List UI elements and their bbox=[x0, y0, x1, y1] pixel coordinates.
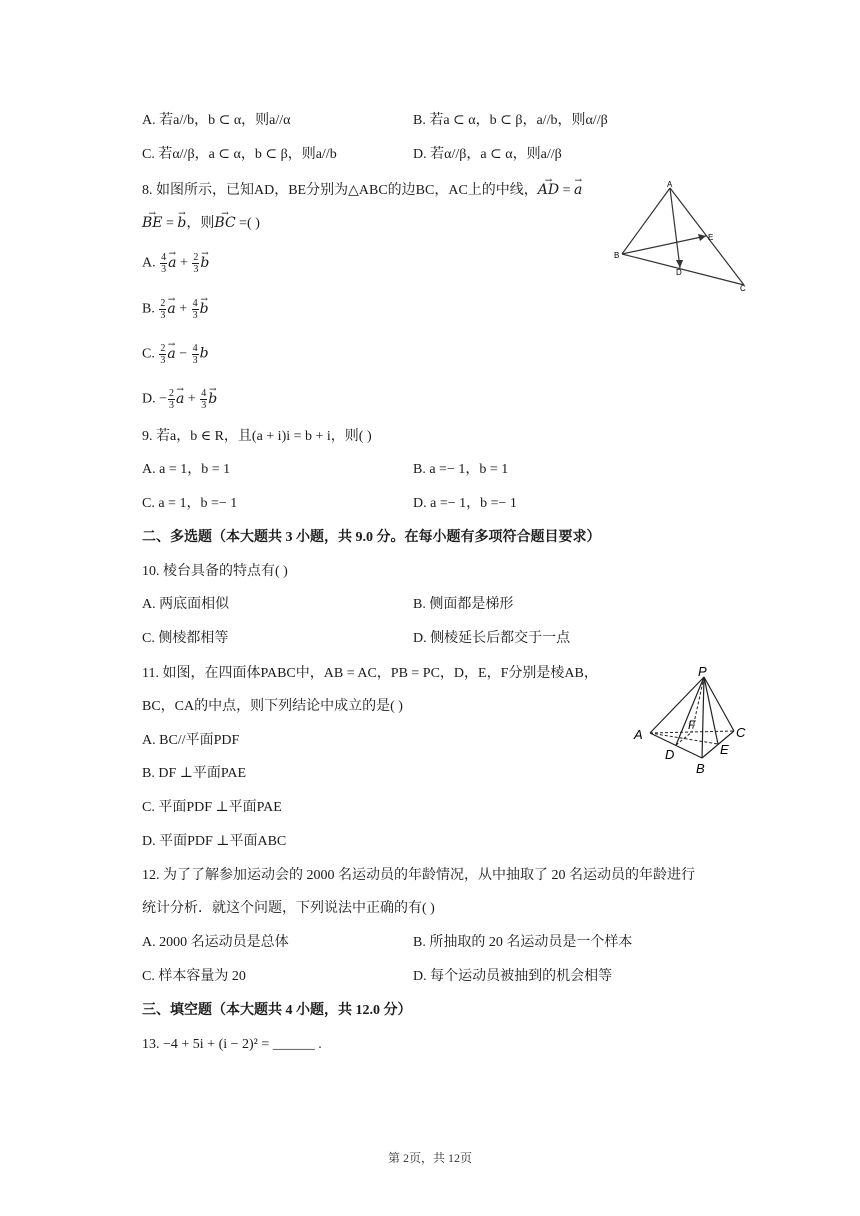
q10-stem: 10. 棱台具备的特点有( ) bbox=[142, 564, 288, 579]
q9-option-c: C. a = 1，b =− 1 bbox=[142, 496, 238, 511]
q10-option-b: B. 侧面都是梯形 bbox=[413, 597, 514, 612]
q12-option-a: A. 2000 名运动员是总体 bbox=[142, 935, 289, 950]
vector-b: → b bbox=[208, 389, 217, 409]
q7-option-b: B. 若a ⊂ α，b ⊂ β，a//b，则α//β bbox=[413, 113, 608, 128]
label-f: F bbox=[688, 718, 696, 732]
option-label: C. bbox=[142, 346, 155, 362]
q10-option-d: D. 侧棱延长后都交于一点 bbox=[413, 631, 571, 646]
vector-bc: → BC bbox=[214, 213, 235, 233]
vector-a: → a bbox=[168, 253, 176, 273]
label-e: E bbox=[720, 742, 729, 757]
q11-option-d: D. 平面PDF ⊥平面ABC bbox=[142, 834, 287, 849]
q12-stem-line2: 统计分析．就这个问题，下列说法中正确的有( ) bbox=[142, 901, 435, 916]
option-label: B. bbox=[142, 301, 155, 317]
vector-be: → BE bbox=[142, 213, 163, 233]
q8-option-b: B. $\frac{2}{3}$ → a + $\frac{4}{3}$ → b bbox=[142, 298, 209, 321]
segment-pe bbox=[704, 677, 718, 744]
q12-option-c: C. 样本容量为 20 bbox=[142, 969, 246, 984]
q9-option-a: A. a = 1，b = 1 bbox=[142, 462, 231, 477]
q10-option-c: C. 侧棱都相等 bbox=[142, 631, 229, 646]
option-label: D. − bbox=[142, 391, 168, 407]
edge-pb bbox=[702, 677, 704, 758]
edge-pa bbox=[650, 677, 704, 733]
q11-option-c: C. 平面PDF ⊥平面PAE bbox=[142, 800, 282, 815]
section-heading-fill-in: 三、填空题（本大题共 4 小题，共 12.0 分） bbox=[142, 1003, 412, 1018]
fraction: $\frac{2}{3}$ bbox=[193, 252, 199, 275]
edge-bc bbox=[622, 254, 744, 285]
q11-stem-line2: BC，CA的中点，则下列结论中成立的是( ) bbox=[142, 699, 403, 714]
q8-option-a: A. $\frac{4}{3}$ → a + $\frac{2}{3}$ → b bbox=[142, 252, 209, 275]
section-heading-multiple-choice: 二、多选题（本大题共 3 小题，共 9.0 分。在每小题有多项符合题目要求） bbox=[142, 530, 601, 545]
q10-option-a: A. 两底面相似 bbox=[142, 597, 230, 612]
label-p: P bbox=[698, 664, 707, 679]
q9-option-d: D. a =− 1，b =− 1 bbox=[413, 496, 517, 511]
label-c: C bbox=[740, 284, 746, 293]
vector-b: → b bbox=[177, 213, 186, 233]
fraction: $\frac{4}{3}$ bbox=[192, 343, 198, 366]
vector-b: → b bbox=[200, 299, 209, 319]
q8-then: ，则 bbox=[186, 216, 215, 231]
q8-option-d: D. − $\frac{2}{3}$ → a + $\frac{4}{3}$ → b bbox=[142, 388, 217, 411]
scalar-b: b bbox=[199, 345, 209, 362]
vector-a: → a bbox=[176, 389, 184, 409]
tetrahedron-pabc-figure bbox=[632, 663, 757, 778]
vector-a: → a bbox=[167, 344, 175, 364]
arrowhead-e bbox=[698, 234, 706, 241]
label-e: E bbox=[708, 233, 714, 242]
q7-option-d: D. 若α//β，a ⊂ α，则a//β bbox=[413, 147, 562, 162]
q11-option-b: B. DF ⊥平面PAE bbox=[142, 766, 247, 781]
q12-stem-line1: 12. 为了了解参加运动会的 2000 名运动员的年龄情况，从中抽取了 20 名运动员的年龄进行 bbox=[142, 868, 695, 883]
fraction: $\frac{4}{3}$ bbox=[201, 388, 207, 411]
q12-option-b: B. 所抽取的 20 名运动员是一个样本 bbox=[413, 935, 633, 950]
label-a: A bbox=[634, 727, 643, 742]
label-a: A bbox=[667, 180, 673, 189]
q12-option-d: D. 每个运动员被抽到的机会相等 bbox=[413, 969, 613, 984]
arrowhead-d bbox=[676, 260, 683, 268]
label-d: D bbox=[665, 747, 675, 762]
vector-a: → a bbox=[574, 180, 582, 200]
fraction: $\frac{2}{3}$ bbox=[160, 343, 166, 366]
edge-ab bbox=[622, 188, 670, 254]
q8-blank: =( ) bbox=[235, 216, 260, 231]
q8-stem-line2: → BE = → b，则→ BC =( ) bbox=[142, 213, 260, 234]
median-be bbox=[622, 236, 706, 254]
fraction: $\frac{2}{3}$ bbox=[160, 298, 166, 321]
edge-pc bbox=[704, 677, 734, 731]
vector-a: → a bbox=[167, 299, 175, 319]
fraction: $\frac{4}{3}$ bbox=[192, 298, 198, 321]
triangle-abc-figure bbox=[612, 178, 757, 296]
q8-option-c: C. $\frac{2}{3}$ → a − $\frac{4}{3}$ b bbox=[142, 343, 209, 366]
q7-option-c: C. 若α//β，a ⊂ α，b ⊂ β，则a//b bbox=[142, 147, 337, 162]
q9-stem: 9. 若a，b ∈ R，且(a + i)i = b + i，则( ) bbox=[142, 429, 372, 444]
edge-bc bbox=[702, 731, 734, 758]
page-footer: 第 2页，共 12页 bbox=[387, 1151, 472, 1165]
option-label: A. bbox=[142, 255, 156, 271]
q11-stem-line1: 11. 如图，在四面体PABC中，AB = AC，PB = PC，D，E，F分别是棱AB， bbox=[142, 666, 598, 681]
q13-stem: 13. −4 + 5i + (i − 2)² = ______ . bbox=[142, 1037, 322, 1052]
label-c: C bbox=[736, 725, 746, 740]
q8-stem-text: 8. 如图所示，已知AD，BE分别为△ABC的边BC，AC上的中线， bbox=[142, 183, 538, 198]
q8-stem-line1: 8. 如图所示，已知AD，BE分别为△ABC的边BC，AC上的中线，→ AD = → a bbox=[142, 180, 582, 201]
q11-option-a: A. BC//平面PDF bbox=[142, 733, 240, 748]
vector-ad: → AD bbox=[538, 180, 559, 200]
label-d: D bbox=[676, 268, 682, 277]
q9-option-b: B. a =− 1，b = 1 bbox=[413, 462, 509, 477]
vector-b: → b bbox=[200, 253, 209, 273]
label-b: B bbox=[696, 761, 705, 776]
q7-option-a: A. 若a//b，b ⊂ α，则a//α bbox=[142, 113, 291, 128]
segment-pd bbox=[676, 677, 704, 745]
fraction: $\frac{2}{3}$ bbox=[169, 388, 175, 411]
label-b: B bbox=[614, 251, 620, 260]
fraction: $\frac{4}{3}$ bbox=[161, 252, 167, 275]
